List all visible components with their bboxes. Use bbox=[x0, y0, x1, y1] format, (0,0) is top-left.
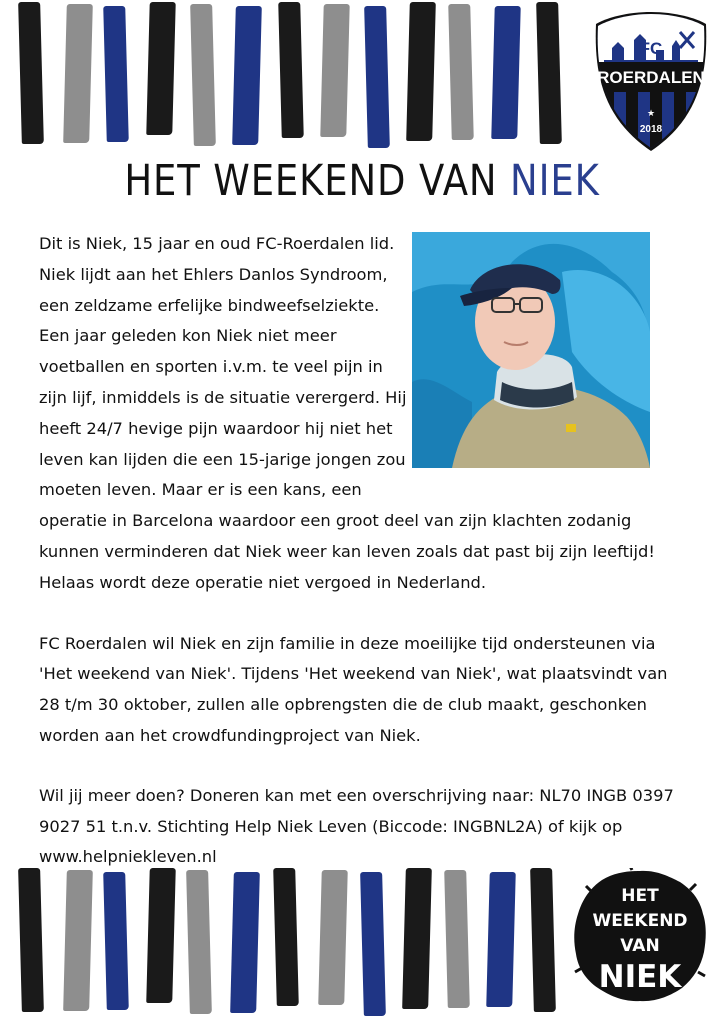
photo-text-wrap bbox=[419, 232, 701, 478]
title-name: NIEK bbox=[510, 156, 600, 206]
brush-stroke bbox=[186, 870, 212, 1014]
brush-stroke bbox=[103, 6, 129, 142]
brush-stroke bbox=[360, 872, 386, 1016]
fc-roerdalen-logo bbox=[594, 10, 708, 152]
club-initials: FC bbox=[639, 39, 663, 58]
website-link[interactable]: www.helpniekleven.nl bbox=[39, 847, 217, 867]
brush-stroke bbox=[320, 4, 349, 137]
article-body bbox=[39, 229, 689, 902]
title-prefix: HET WEEKEND VAN bbox=[124, 156, 498, 206]
club-year: 2018 bbox=[639, 124, 663, 135]
brush-stroke bbox=[63, 4, 93, 143]
brush-stroke bbox=[364, 6, 390, 148]
brush-stroke bbox=[232, 6, 262, 145]
club-name: ROERDALEN bbox=[597, 68, 705, 87]
donate-paragraph bbox=[39, 781, 689, 873]
badge-line-4: NIEK bbox=[598, 959, 682, 995]
donate-text: Wil jij meer doen? Doneren kan met een overschrijving naar: NL70 INGB 0397 9027 51 t.n.v. Stichting Help Niek Leven (Biccode: INGBNL2A) of kijk op bbox=[39, 785, 674, 836]
brush-stroke bbox=[190, 4, 216, 146]
brush-stroke bbox=[230, 872, 260, 1013]
intro-text: Dit is Niek, 15 jaar en oud FC-Roerdalen lid. Niek lijdt aan het Ehlers Danlos Syndroom, een zeldzame erfelijke bindweefselziekte. Een jaar geleden kon Niek niet meer voetballen en sporten i.v.m. te veel pijn in zijn lijf, inmiddels is de situatie verergerd. Hij heeft 24/7 hevige pijn waardoor hij niet het leven kan lijden die een 15-jarige jongen zou moeten leven. Maar er is een kans, een operatie in Barcelona waardoor een groot deel van zijn klachten zodanig kunnen verminderen dat Niek weer kan leven zoals dat past bij zijn leeftijd! Helaas wordt deze operatie niet vergoed in Nederland. bbox=[39, 234, 655, 592]
brush-stroke bbox=[278, 2, 304, 138]
support-paragraph: FC Roerdalen wil Niek en zijn familie in deze moeilijke tijd ondersteunen via 'Het weekend van Niek'. Tijdens 'Het weekend van Niek', wat plaatsvindt van 28 t/m 30 oktober, zullen alle opbrengsten die de club maakt, geschonken worden aan het crowdfundingproject van Niek. bbox=[39, 633, 668, 745]
badge-line-1: HET bbox=[621, 886, 659, 906]
brush-stroke bbox=[448, 4, 474, 140]
brush-stroke bbox=[273, 868, 299, 1006]
page-title bbox=[51, 156, 674, 206]
brush-stroke bbox=[491, 6, 520, 139]
brush-stroke bbox=[146, 2, 175, 135]
brush-stroke bbox=[103, 872, 129, 1010]
badge-line-2: WEEKEND bbox=[592, 911, 688, 931]
brush-stroke bbox=[406, 2, 436, 141]
brush-stroke bbox=[146, 868, 176, 1003]
brush-stroke bbox=[63, 870, 93, 1011]
brush-stroke bbox=[402, 868, 432, 1009]
badge-line-3: VAN bbox=[620, 936, 660, 956]
star-icon: ★ bbox=[646, 108, 656, 118]
brush-stroke bbox=[530, 868, 556, 1012]
intro-paragraph bbox=[39, 229, 689, 599]
brush-stroke bbox=[318, 870, 348, 1005]
brush-stroke bbox=[18, 2, 44, 144]
brush-stroke bbox=[18, 868, 44, 1012]
event-badge bbox=[572, 868, 708, 1004]
brush-stroke bbox=[486, 872, 516, 1007]
brush-stroke bbox=[444, 870, 470, 1008]
brush-stroke bbox=[536, 2, 562, 144]
